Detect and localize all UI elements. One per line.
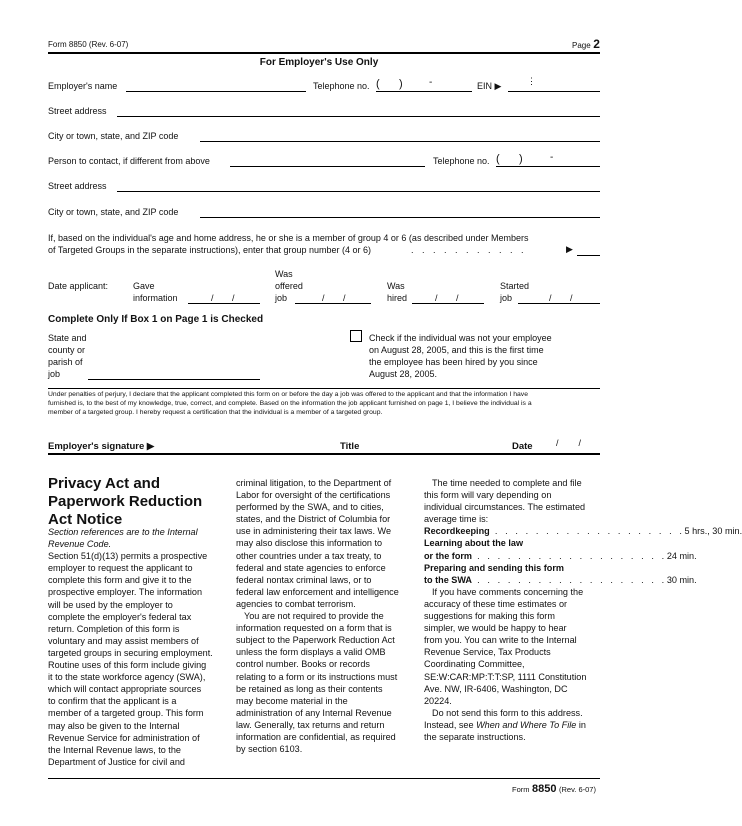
preparing-row (424, 574, 697, 586)
col1-line-1: Section references are to the Internal (48, 527, 198, 537)
col2-line-6: may also disclose this information to (236, 538, 383, 549)
preparing-dots: . . . . . . . . . . . . . . . . . . . (472, 574, 667, 585)
telephone-paren-open: ( (376, 78, 380, 90)
not-employee-checkbox[interactable] (350, 330, 362, 342)
gave-date-field[interactable] (188, 303, 260, 304)
col3-rest-5: from you. You can write to the Internal (424, 635, 577, 646)
footer-form-prefix: Form (512, 785, 530, 794)
recordkeeping-label: Recordkeeping (424, 526, 490, 537)
state-label-line2: county or (48, 345, 86, 355)
ein-field[interactable] (508, 91, 600, 92)
footer-form-label (512, 783, 596, 795)
col1-line-13: it to the state workforce agency (SWA), (48, 672, 206, 683)
title-label: Title (340, 441, 360, 452)
col1-line-12: Routine uses of this form include giving (48, 660, 207, 671)
hired-slash-1: / (435, 293, 438, 303)
started-date-field[interactable] (518, 303, 600, 304)
col1-line-4: employer to request the applicant to (48, 563, 193, 574)
col1-line-15: to confirm that the applicant is a (48, 696, 177, 707)
col2-line-17: relating to a form or its instructions must (236, 671, 398, 682)
privacy-title (48, 475, 202, 529)
telephone2-paren-close: ) (519, 153, 523, 165)
learning-label-line1: Learning about the law (424, 538, 524, 549)
perjury-line1: Under penalties of perjury, I declare that the applicant completed this form on or before the day a job was offered to the applicant and that the information I have (48, 391, 528, 398)
learning-row (424, 550, 697, 562)
group-text-line1: If, based on the individual's age and home address, he or she is a member of group 4 or 6 (as described under Members (48, 233, 529, 243)
page-indicator (572, 37, 600, 51)
offered-slash-2: / (343, 293, 346, 303)
date-label: Date (512, 441, 533, 452)
state-label-line3: parish of (48, 357, 83, 367)
date-applicant-label: Date applicant: (48, 281, 109, 291)
city-field[interactable] (200, 141, 600, 142)
contact-person-field[interactable] (230, 166, 425, 167)
col3-rest-6: Revenue Service, Tax Products (424, 647, 551, 658)
col1-line-7: will be used by the employer to (48, 599, 173, 610)
telephone-label: Telephone no. (313, 81, 370, 91)
footer-rev: (Rev. 6-07) (559, 785, 596, 794)
offered-line2: offered (275, 281, 303, 291)
recordkeeping-value: 5 hrs., 30 min. (684, 526, 742, 537)
col1-line-18: Revenue Service for administration of (48, 732, 200, 743)
telephone-paren-close: ) (399, 78, 403, 90)
offered-slash-1: / (322, 293, 325, 303)
col3-rest-7: Coordinating Committee, (424, 659, 525, 670)
telephone2-paren-open: ( (496, 153, 500, 165)
employer-name-field[interactable] (126, 91, 306, 92)
col2-line-4: states, and the District of Columbia for (236, 514, 391, 525)
street-address2-field[interactable] (117, 191, 600, 192)
group-leader-dots: . . . . . . . . . . . (411, 245, 527, 255)
footer-rule (48, 778, 600, 779)
col3-last-line2a: Instead, see (424, 719, 474, 730)
col2-line-13: information requested on a form that is (236, 623, 392, 634)
col2-line-15: unless the form displays a valid OMB (236, 647, 386, 658)
signature-rule[interactable] (48, 453, 600, 455)
street-address-label: Street address (48, 106, 107, 116)
group-text-line2: of Targeted Groups in the separate instructions), enter that group number (4 or 6) (48, 245, 372, 255)
col1-line-8: complete the employer's federal tax (48, 611, 192, 622)
col1-line-2: Revenue Code. (48, 539, 112, 550)
signature-date-slashes: / / (556, 438, 582, 448)
col1-line-17: may also be given to the Internal (48, 720, 180, 731)
col3-intro-2: this form will vary depending on (424, 490, 552, 501)
started-slash-2: / (570, 293, 573, 303)
employer-section-title: For Employer's Use Only (259, 57, 379, 68)
privacy-title-line3: Act Notice (48, 511, 123, 528)
col1-line-9: return. Completion of this form is (48, 623, 180, 634)
col2-line-3: performed by the SWA, and to cities, (236, 502, 384, 513)
ein-label: EIN ▶ (477, 81, 502, 91)
col3-rest-3: suggestions for making this form (424, 611, 555, 622)
col2-line-8: federal and state agencies to enforce (236, 562, 386, 573)
footer-form-number: 8850 (532, 783, 557, 795)
privacy-title-line1: Privacy Act and (48, 475, 160, 492)
col2-line-1: criminal litigation, to the Department of (236, 478, 392, 488)
checkbox-text-line1: Check if the individual was not your employee (369, 333, 552, 343)
col3-intro-1: The time needed to complete and file (432, 478, 582, 488)
started-line1: Started (500, 281, 530, 291)
col2-line-7: other countries under a tax treaty, to (236, 550, 382, 561)
perjury-line2: furnished is, to the best of my knowledge, true, correct, and complete. Based on the information the job applicant furnished on page 1, I believe the individual is a (48, 400, 532, 407)
privacy-column-3 (424, 477, 742, 743)
col1-line-19: the Internal Revenue laws, to the (48, 744, 181, 755)
state-label-line4: job (48, 369, 61, 379)
ein-separator: ⋮ (527, 76, 536, 86)
form-header-label: Form 8850 (Rev. 6-07) (48, 40, 129, 49)
telephone-field[interactable] (376, 91, 472, 92)
city-label: City or town, state, and ZIP code (48, 131, 179, 141)
col3-rest-4: simpler, we would be happy to hear (424, 623, 567, 634)
col3-rest-1: If you have comments concerning the (432, 586, 584, 597)
preparing-label-line2: to the SWA (424, 574, 472, 585)
offered-line1: Was (275, 269, 293, 279)
recordkeeping-dots: . . . . . . . . . . . . . . . . . . . (489, 526, 685, 537)
col1-line-11: targeted groups in securing employment. (48, 647, 213, 658)
state-county-field[interactable] (88, 379, 260, 380)
street-address2-label: Street address (48, 181, 107, 191)
learning-label-line2: or the form (424, 550, 472, 561)
col3-last-line3: the separate instructions. (424, 731, 526, 742)
col1-line-16: member of a targeted group. This form (48, 708, 204, 719)
col2-line-23: by section 6103. (236, 744, 303, 755)
preparing-label-line1: Preparing and sending this form (424, 562, 564, 573)
col2-line-5: use in administering their tax laws. We (236, 526, 391, 537)
started-slash-1: / (549, 293, 552, 303)
telephone2-field[interactable] (496, 166, 600, 167)
gave-slash-2: / (232, 293, 235, 303)
hired-date-field[interactable] (412, 303, 484, 304)
hired-line1: Was (387, 281, 405, 291)
col2-line-18: be retained as long as their contents (236, 683, 383, 694)
col2-line-9: federal nontax criminal laws, or to (236, 574, 372, 585)
col2-line-16: control number. Books or records (236, 659, 370, 670)
street-address-field[interactable] (117, 116, 600, 117)
col3-last-line2c: in (578, 719, 586, 730)
checkbox-text-line2: on August 28, 2005, and this is the first time (369, 345, 544, 355)
checkbox-text-line4: August 28, 2005. (369, 369, 438, 379)
col2-line-14: subject to the Paperwork Reduction Act (236, 635, 395, 646)
col1-line-14: which will contact appropriate sources (48, 684, 202, 695)
col1-line-5: complete this form and give it to the (48, 575, 192, 586)
box1-section-title: Complete Only If Box 1 on Page 1 is Checked (48, 314, 264, 325)
col3-rest-2: accuracy of these time estimates or (424, 598, 568, 609)
col2-line-2: Labor for oversight of the certifications (236, 490, 391, 501)
col3-rest-10: 20224. (424, 695, 452, 706)
gave-line1: Gave (133, 281, 155, 291)
offered-line3: job (275, 293, 288, 303)
col2-line-19: may become material in the (236, 695, 348, 706)
col1-line-3: Section 51(d)(13) permits a prospective (48, 551, 208, 562)
privacy-column-1 (48, 526, 228, 768)
privacy-title-line2: Paperwork Reduction (48, 493, 203, 510)
state-label-line1: State and (48, 333, 87, 343)
preparing-value: 30 min. (666, 574, 697, 585)
col3-last-line2b: When and Where To File (476, 719, 577, 730)
col2-line-21: law. Generally, tax returns and return (236, 719, 385, 730)
col2-line-11: agencies to combat terrorism. (236, 598, 356, 609)
page-label: Page (572, 41, 591, 50)
hired-line2: hired (387, 293, 408, 303)
recordkeeping-row (424, 525, 742, 537)
group-number-field[interactable] (577, 255, 600, 256)
telephone2-label: Telephone no. (433, 156, 490, 166)
col3-rest-9: Ave. NW, IR-6406, Washington, DC (424, 683, 568, 694)
offered-date-field[interactable] (295, 303, 371, 304)
col3-intro-3: individual circumstances. The estimated (424, 502, 586, 513)
page-number: 2 (593, 37, 600, 51)
checkbox-text-line3: the employee has been hired by you since (369, 357, 538, 367)
perjury-line3: member of a targeted group. I hereby request a certification that the individual is a member of a targeted group. (48, 409, 383, 416)
city2-label: City or town, state, and ZIP code (48, 207, 179, 217)
col1-line-6: prospective employer. The information (48, 587, 202, 598)
col3-rest-8: SE:W:CAR:MP:T:T:SP, 1111 Constitution (424, 671, 587, 682)
telephone2-dash: - (550, 152, 554, 163)
perjury-top-rule (48, 388, 600, 389)
col3-last-line2 (424, 719, 600, 731)
col1-line-10: voluntary and may assist members of (48, 635, 199, 646)
col2-line-22: information are confidential, as required (236, 731, 396, 742)
started-line2: job (500, 293, 513, 303)
header-rule (48, 52, 600, 54)
col3-intro-4: average time is: (424, 514, 489, 525)
learning-value: 24 min. (666, 550, 697, 561)
city2-field[interactable] (200, 217, 600, 218)
col2-line-20: administration of any Internal Revenue (236, 707, 392, 718)
telephone-dash: - (429, 77, 433, 88)
contact-person-label: Person to contact, if different from above (48, 156, 210, 166)
hired-slash-2: / (456, 293, 459, 303)
col1-line-20: Department of Justice for civil and (48, 756, 185, 767)
learning-dots: . . . . . . . . . . . . . . . . . . . (472, 550, 667, 561)
gave-slash-1: / (211, 293, 214, 303)
employer-name-label: Employer's name (48, 81, 118, 91)
gave-line2: information (133, 293, 178, 303)
employer-signature-label: Employer's signature ▶ (48, 441, 155, 452)
group-arrow: ▶ (566, 244, 573, 254)
privacy-column-2 (236, 477, 416, 755)
col3-last-line1: Do not send this form to this address. (432, 707, 583, 718)
col2-line-12: You are not required to provide the (244, 611, 384, 622)
col2-line-10: federal law enforcement and intelligence (236, 586, 399, 597)
